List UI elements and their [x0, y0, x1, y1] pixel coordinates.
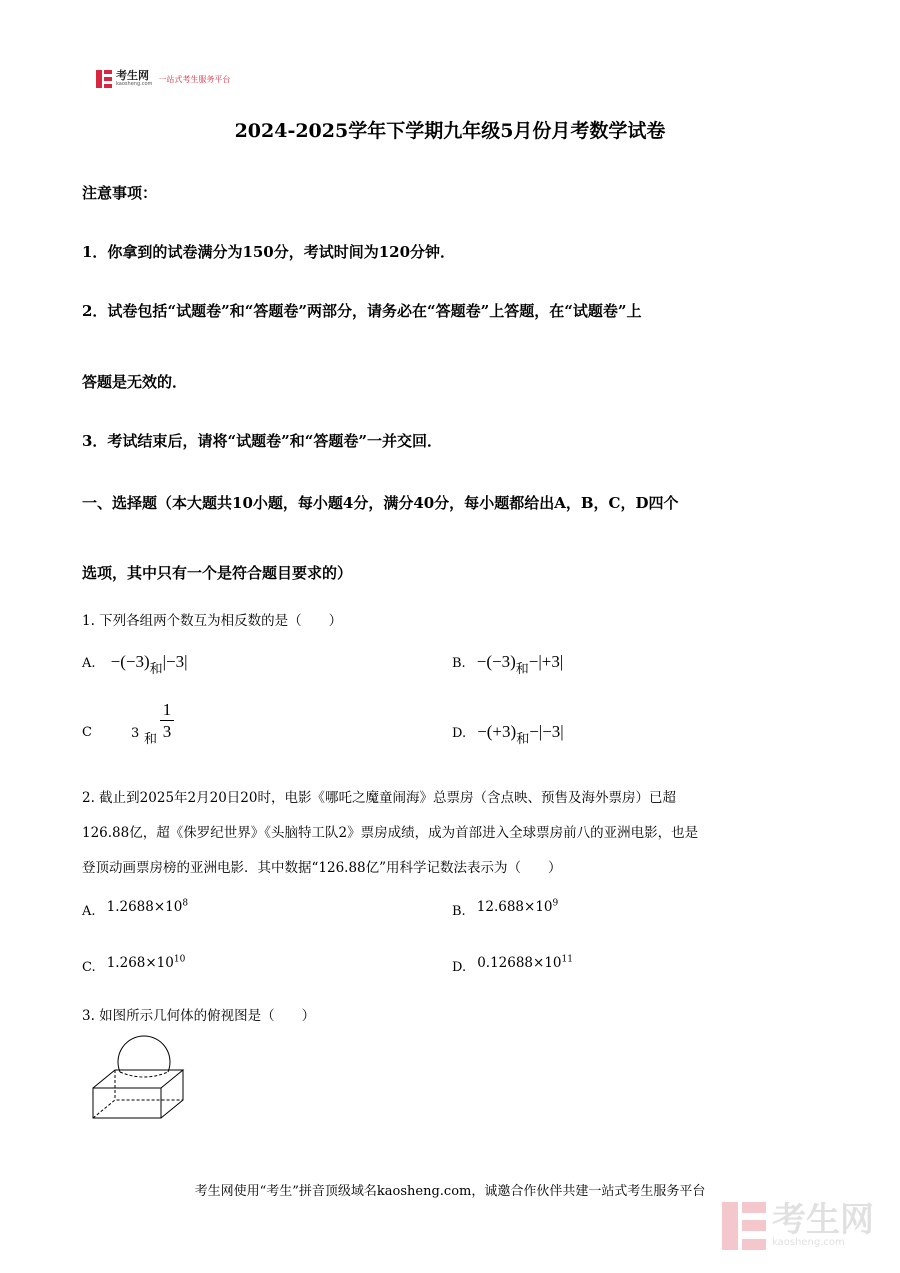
q1-d-label: D. [452, 726, 467, 741]
watermark-icon [722, 1202, 766, 1250]
note-item-1: 1．你拿到的试卷满分为150分，考试时间为120分钟． [82, 243, 456, 261]
q2-stem-line1: 2. 截止到2025年2月20日20时，电影《哪吒之魔童闹海》总票房（含点映、预售及海外票房）已超 [82, 790, 676, 806]
q1-option-b [452, 644, 564, 677]
sphere-outline [118, 1036, 170, 1072]
watermark [722, 1202, 874, 1250]
q1-d-expr1: −(+3) [477, 722, 517, 741]
q3-stem: 3. 如图所示几何体的俯视图是（ ） [82, 1008, 316, 1024]
q1-option-d [452, 714, 564, 747]
q1-c-num: 3 [131, 726, 140, 741]
q2-stem-line3: 登顶动画票房榜的亚洲电影．其中数据“126.88亿”用科学记数法表示为（ ） [82, 860, 562, 876]
geometry-figure [88, 1030, 192, 1122]
exam-title: 2024-2025学年下学期九年级5月份月考数学试卷 [234, 120, 666, 142]
q2-b-value [477, 899, 558, 915]
q1-c-frac-num: 1 [162, 700, 172, 719]
note-item-2: 2．试卷包括“试题卷”和“答题卷”两部分，请务必在“答题卷”上答题，在“试题卷”上 [82, 302, 642, 320]
q1-c-frac-den: 3 [162, 722, 172, 741]
logo-icon [96, 70, 112, 88]
box-top-edges [93, 1070, 183, 1088]
q2-b-label: B. [452, 904, 466, 919]
q2-b-base: 12.688×10 [476, 899, 553, 915]
q2-d-value [477, 955, 573, 971]
q1-a-and: 和 [149, 662, 163, 677]
q1-c-fraction [160, 700, 174, 743]
q2-a-value [107, 899, 188, 915]
logo-text: 考生网 kaosheng.com [116, 69, 153, 87]
q1-a-label: A. [82, 656, 96, 671]
q2-d-base: 0.12688×10 [477, 955, 562, 971]
q2-a-label: A. [82, 904, 96, 919]
box-front-face [93, 1088, 161, 1118]
q2-c-exp: 10 [173, 954, 186, 965]
q2-stem-line2: 126.88亿，超《侏罗纪世界》《头脑特工队2》票房成绩，成为首部进入全球票房前八的亚洲电影，也是 [82, 825, 699, 841]
note-item-2-cont: 答题是无效的． [82, 373, 188, 391]
q2-c-base: 1.268×10 [106, 955, 174, 971]
watermark-text: 考生网 kaosheng.com [772, 1200, 874, 1248]
q2-option-d [452, 946, 573, 975]
q1-a-expr1: −(−3) [110, 652, 150, 671]
q2-b-exp: 9 [552, 898, 559, 909]
q1-stem: 1. 下列各组两个数互为相反数的是（ ） [82, 613, 343, 629]
q2-d-label: D. [452, 960, 467, 975]
note-item-3: 3．考试结束后，请将“试题卷”和“答题卷”一并交回． [82, 432, 442, 450]
box-right-edges [161, 1070, 183, 1118]
box-hidden-edges [93, 1100, 183, 1118]
q1-b-and: 和 [515, 662, 529, 677]
notes-heading: 注意事项： [82, 184, 158, 202]
q2-option-b [452, 890, 558, 919]
q2-d-exp: 11 [561, 954, 573, 965]
q2-c-value [107, 955, 186, 971]
q1-a-expr2: |−3| [162, 652, 188, 671]
sphere-base [120, 1072, 168, 1077]
q1-c-label: C [82, 725, 92, 740]
section-heading: 一、选择题（本大题共10小题，每小题4分，满分40分，每小题都给出A，B，C，D四个 [82, 494, 679, 512]
q1-b-expr2: −|+3| [528, 652, 564, 671]
q1-b-label: B. [452, 656, 466, 671]
q1-b-expr1: −(−3) [476, 652, 516, 671]
brand-logo [96, 70, 230, 88]
footer-text: 考生网使用“考生”拼音顶级域名kaosheng.com，诚邀合作伙伴共建一站式考生服务平台 [194, 1184, 706, 1199]
logo-slogan: 一站式考生服务平台 [158, 74, 231, 84]
q1-d-and: 和 [516, 732, 530, 747]
q2-a-exp: 8 [182, 898, 189, 909]
q2-option-c [82, 946, 185, 975]
q1-option-a [82, 644, 188, 677]
q2-c-label: C. [82, 960, 96, 975]
section-heading-cont: 选项，其中只有一个是符合题目要求的） [82, 564, 353, 582]
q1-d-expr2: −|−3| [529, 722, 564, 741]
q1-c-and: 和 [144, 732, 158, 747]
q2-a-base: 1.2688×10 [106, 899, 183, 915]
q2-option-a [82, 890, 188, 919]
